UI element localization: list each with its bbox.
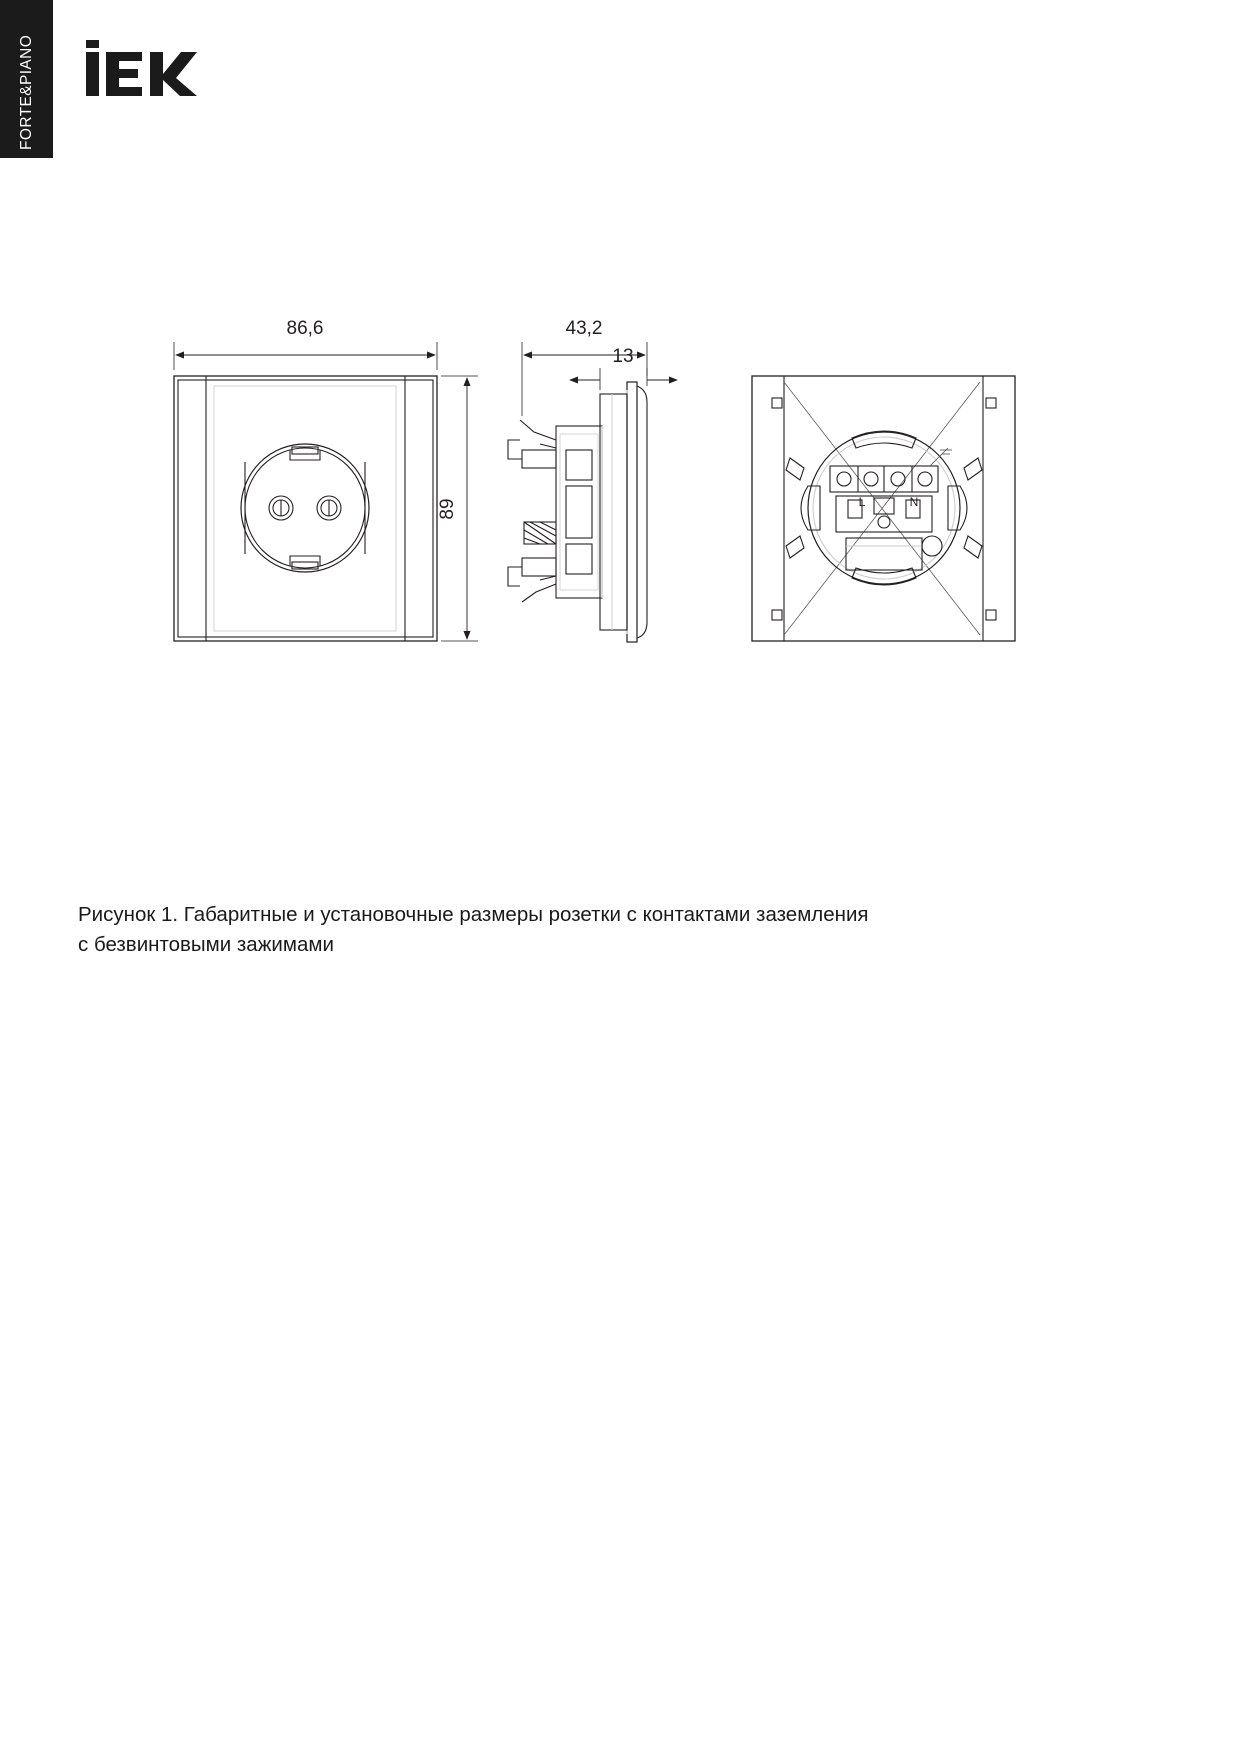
figure-caption-line-2: с безвинтовыми зажимами	[78, 933, 334, 956]
dimension-depth-frame-label: 13	[612, 346, 634, 367]
dimension-width-label: 86,6	[286, 318, 324, 339]
dimension-depth-total	[522, 318, 647, 416]
iek-logo-icon	[84, 38, 204, 108]
terminal-label-n: N	[909, 495, 919, 509]
brand-vertical-label: FORTE&PIANO	[17, 34, 35, 150]
side-view	[508, 382, 647, 642]
dimension-depth-frame	[570, 346, 677, 390]
dimension-depth-total-label: 43,2	[565, 318, 603, 339]
brand-strip	[0, 0, 53, 158]
terminal-label-l: L	[858, 495, 866, 509]
dimension-width	[174, 318, 437, 370]
front-view	[174, 376, 437, 641]
technical-drawing	[0, 290, 1239, 690]
figure-caption	[78, 900, 1088, 960]
dimension-height	[437, 376, 478, 641]
figure-caption-line-1: Рисунок 1. Габаритные и установочные размеры розетки с контактами заземления	[78, 903, 869, 926]
dimension-height-label: 89	[437, 498, 458, 520]
rear-view	[752, 376, 1015, 641]
